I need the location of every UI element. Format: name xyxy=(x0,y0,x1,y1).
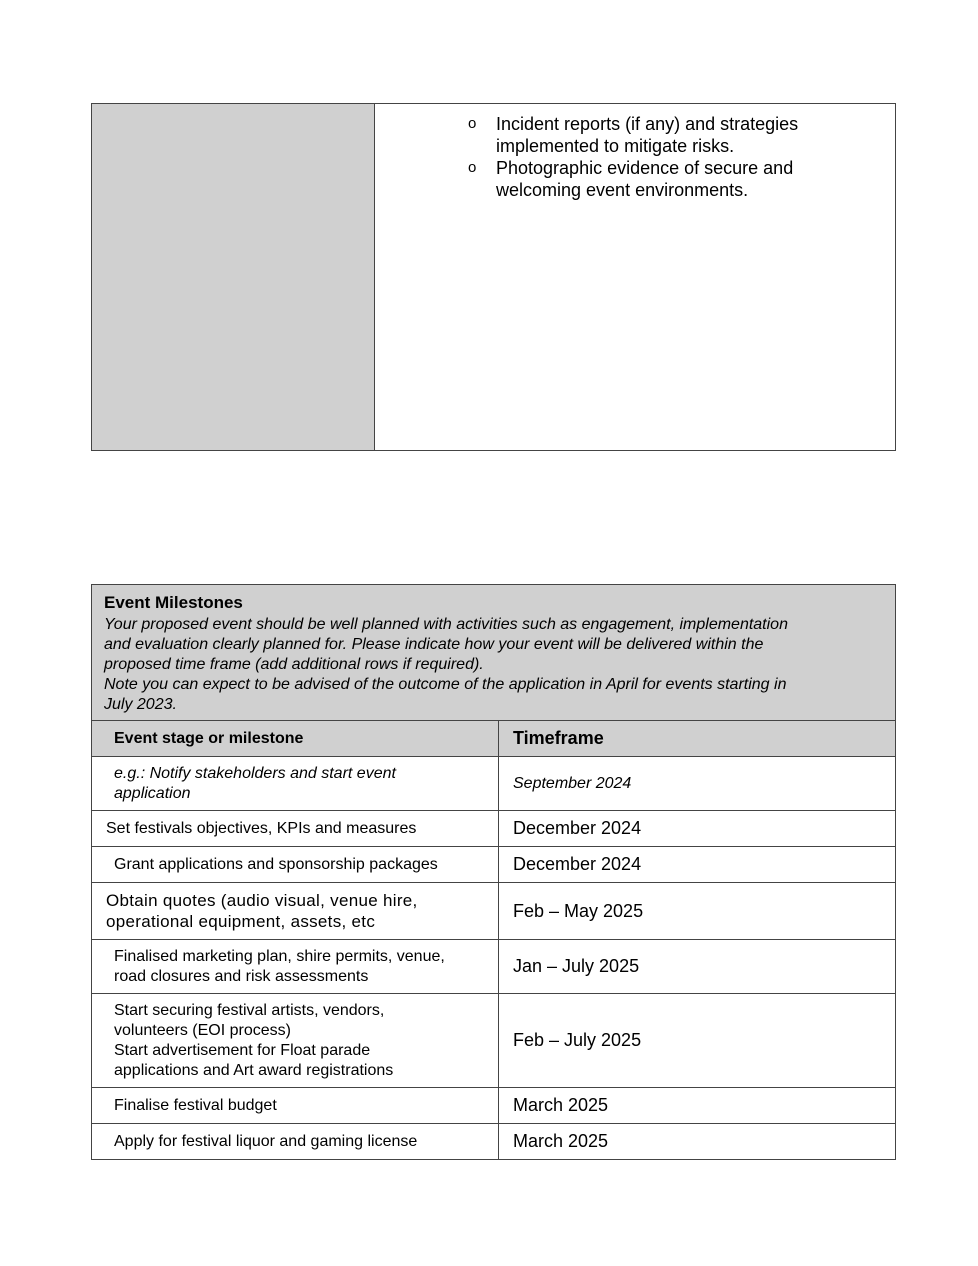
evidence-table xyxy=(91,103,896,451)
table-row xyxy=(92,1124,895,1159)
table-row xyxy=(92,847,895,883)
timeframe-cell: Feb – July 2025 xyxy=(513,1030,642,1050)
table-row xyxy=(92,811,895,847)
label-cell xyxy=(92,104,375,450)
stage-cell: Finalised marketing plan, shire permits, venue, road closures and risk assessments xyxy=(92,940,499,993)
table-row xyxy=(92,883,895,940)
column-header-row xyxy=(92,721,895,757)
timeframe-cell: March 2025 xyxy=(513,1095,609,1115)
table-row xyxy=(92,940,895,994)
stage-cell: Start securing festival artists, vendors, volunteers (EOI process) Start advertisement for Float parade applications and Art award registrations xyxy=(92,994,499,1087)
list-item: o Photographic evidence of secure and welcoming event environments. xyxy=(468,158,794,200)
milestones-description: Your proposed event should be well planned with activities such as engagement, implementation and evaluation clearly planned for. Please indicate how your event will be delivered within the proposed time frame (add additional rows if required). Note you can expect to be advised of the outcome of the application in April for events starting in July 2023. xyxy=(104,616,788,713)
timeframe-cell: Feb – May 2025 xyxy=(513,900,644,921)
stage-cell: Set festivals objectives, KPIs and measures xyxy=(92,811,499,846)
stage-cell: e.g.: Notify stakeholders and start event application xyxy=(92,757,499,810)
table-row xyxy=(92,994,895,1088)
column-header-stage: Event stage or milestone xyxy=(92,721,499,756)
stage-cell: Grant applications and sponsorship packages xyxy=(92,847,499,882)
circle-bullet-icon: o xyxy=(468,115,477,132)
column-header-timeframe: Timeframe xyxy=(513,728,604,748)
timeframe-cell: March 2025 xyxy=(513,1131,609,1151)
stage-cell: Apply for festival liquor and gaming license xyxy=(92,1124,499,1159)
stage-cell: Finalise festival budget xyxy=(92,1088,499,1123)
content-cell xyxy=(375,104,895,450)
list-item: o Incident reports (if any) and strategies implemented to mitigate risks. xyxy=(468,114,799,156)
timeframe-cell: Jan – July 2025 xyxy=(513,956,640,976)
milestones-header xyxy=(92,585,895,721)
timeframe-cell: December 2024 xyxy=(513,854,642,874)
timeframe-cell: December 2024 xyxy=(513,818,642,838)
stage-cell: Obtain quotes (audio visual, venue hire, operational equipment, assets, etc xyxy=(92,883,499,939)
table-row xyxy=(92,757,895,811)
milestones-title: Event Milestones xyxy=(104,593,243,612)
table-row xyxy=(92,1088,895,1124)
milestones-table xyxy=(91,584,896,1160)
circle-bullet-icon: o xyxy=(468,159,477,176)
bullet-list xyxy=(468,113,808,201)
timeframe-cell: September 2024 xyxy=(513,774,632,792)
